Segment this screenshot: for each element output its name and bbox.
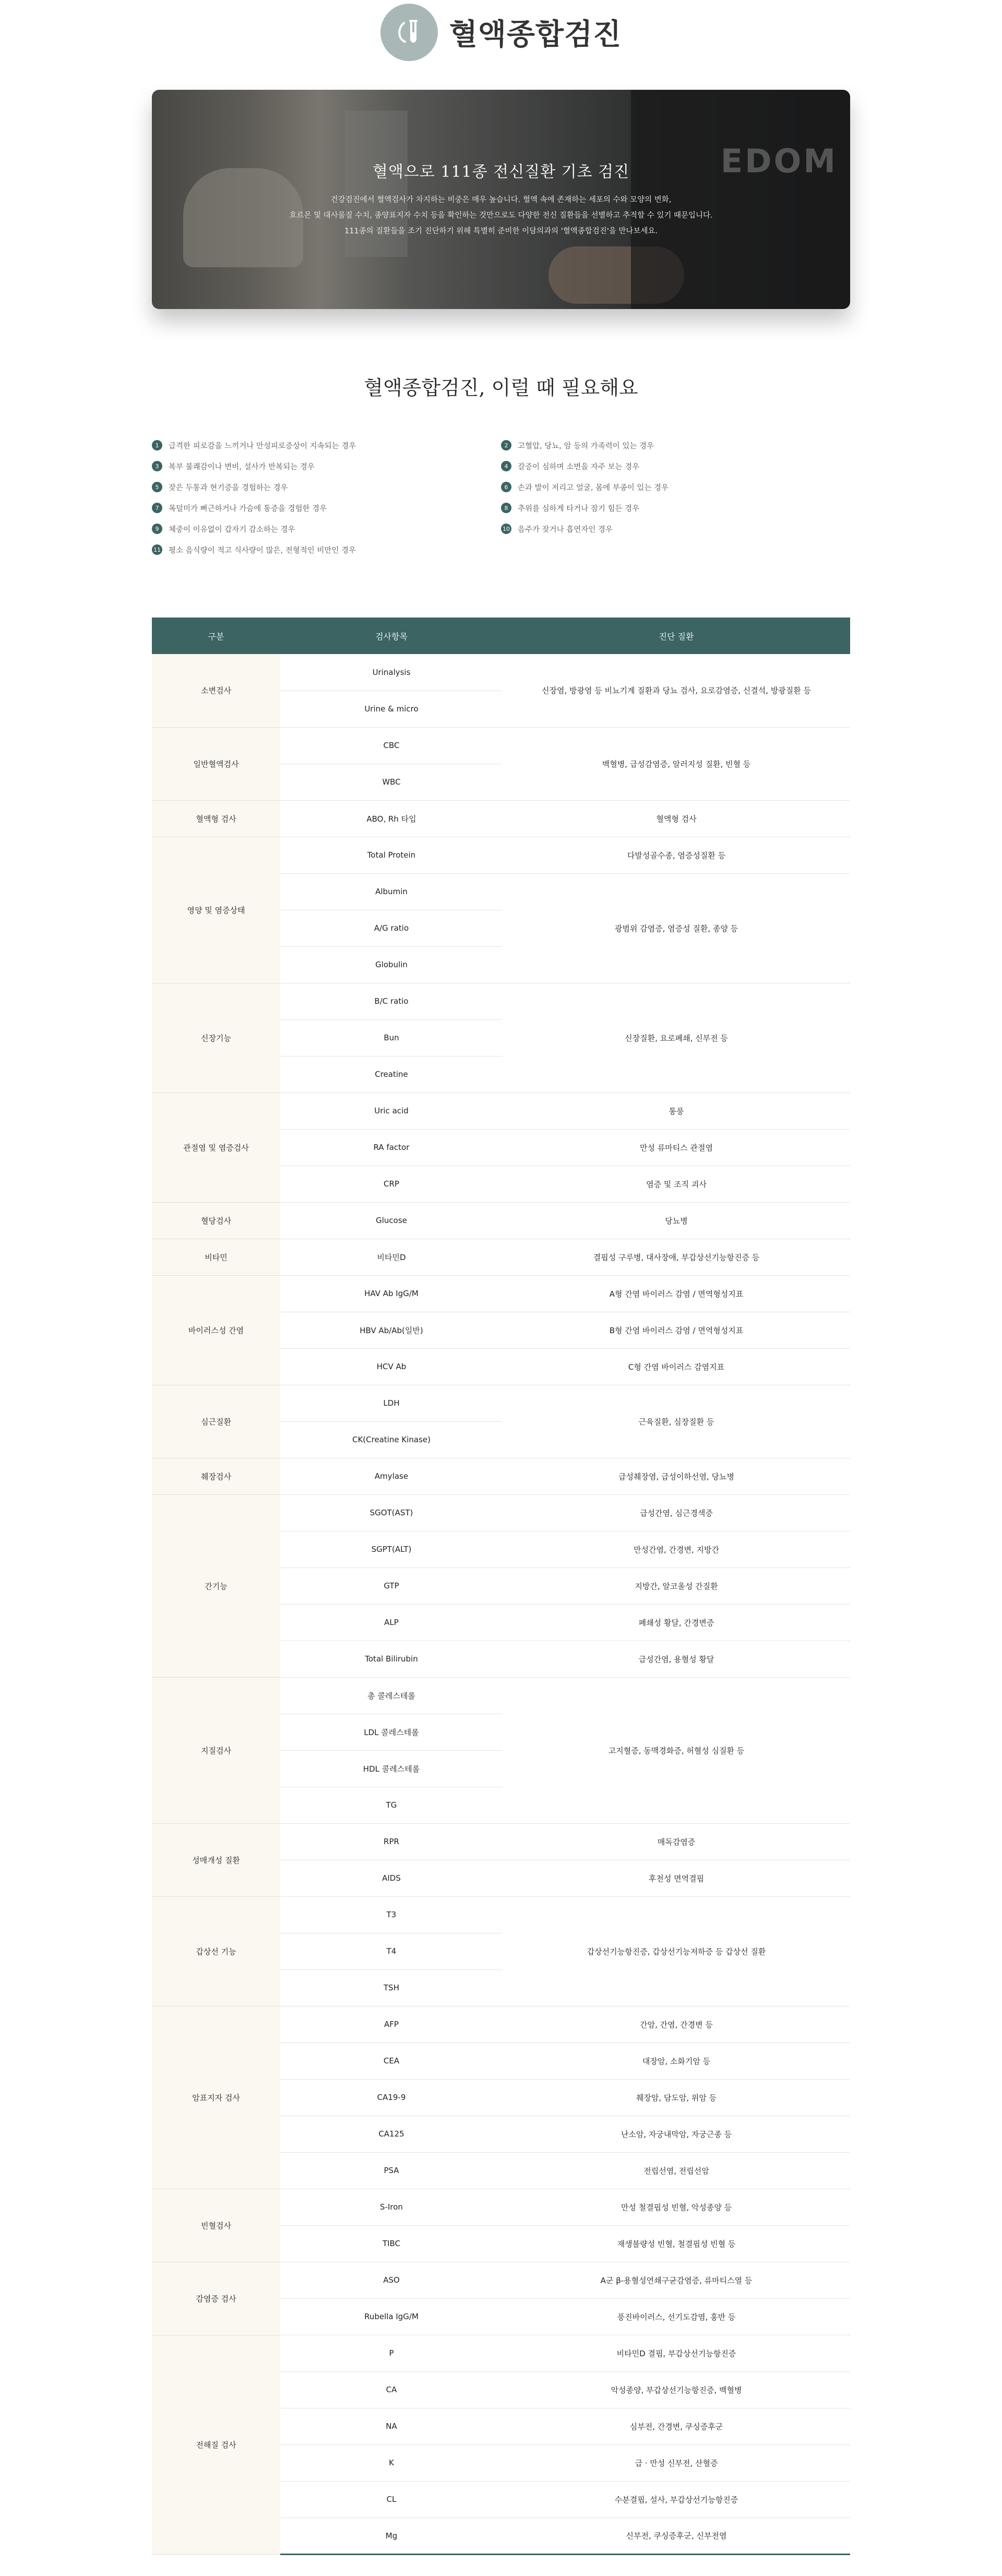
hero-line: 호르몬 및 대사물질 수치, 종양표지자 수치 등을 확인하는 것만으로도 다양한 전신 질환들을 선별하고 추적할 수 있기 때문입니다. <box>289 211 713 220</box>
hero-title: 혈액으로 111종 전신질환 기초 검진 <box>372 163 630 181</box>
diagnosis-cell: 지방간, 알코올성 간질환 <box>503 1568 850 1604</box>
category-cell: 일반혈액검사 <box>152 727 280 800</box>
test-item-cell: WBC <box>280 764 503 800</box>
diagnosis-cell: 고지혈증, 동맥경화증, 허혈성 심질환 등 <box>503 1677 850 1823</box>
need-list-left <box>152 435 501 560</box>
need-list-item <box>501 518 850 539</box>
need-list-item <box>152 539 501 560</box>
test-item-cell: 총 콜레스테롤 <box>280 1677 503 1714</box>
test-item-cell: T3 <box>280 1896 503 1933</box>
table-row <box>152 654 850 691</box>
diagnosis-cell: 매독감염증 <box>503 1823 850 1860</box>
test-item-cell: CL <box>280 2481 503 2518</box>
test-item-cell: GTP <box>280 1568 503 1604</box>
diagnosis-cell: 당뇨병 <box>503 1202 850 1239</box>
test-item-cell: SGOT(AST) <box>280 1494 503 1531</box>
number-badge: 11 <box>152 544 162 555</box>
test-item-cell: HBV Ab/Ab(일반) <box>280 1312 503 1348</box>
diagnosis-cell: A형 간염 바이러스 감염 / 면역형성지표 <box>503 1275 850 1312</box>
test-item-cell: T4 <box>280 1933 503 1969</box>
test-item-cell: NA <box>280 2408 503 2444</box>
test-item-cell: ASO <box>280 2262 503 2298</box>
test-item-cell: Rubella IgG/M <box>280 2298 503 2335</box>
number-badge: 1 <box>152 440 162 450</box>
need-list-item <box>501 477 850 497</box>
diagnosis-cell: 수분결핍, 설사, 부갑상선기능항진증 <box>503 2481 850 2518</box>
need-item-text: 손과 발이 저리고 얼굴, 몸에 부종이 있는 경우 <box>518 483 669 492</box>
table-row <box>152 1494 850 1531</box>
test-item-cell: HDL 콜레스테롤 <box>280 1750 503 1787</box>
test-item-cell: RPR <box>280 1823 503 1860</box>
test-item-cell: RA factor <box>280 1129 503 1166</box>
diagnosis-cell: B형 간염 바이러스 감염 / 면역형성지표 <box>503 1312 850 1348</box>
test-item-cell: PSA <box>280 2152 503 2189</box>
page-title: 혈액종합검진 <box>449 17 622 52</box>
test-item-cell: SGPT(ALT) <box>280 1531 503 1568</box>
table-row <box>152 1275 850 1312</box>
test-tube-icon <box>380 4 438 61</box>
test-item-cell: Globulin <box>280 946 503 983</box>
diagnosis-cell: 비타민D 결핍, 부갑상선기능항진증 <box>503 2335 850 2371</box>
need-section-title: 혈액종합검진, 이럴 때 필요해요 <box>364 376 638 399</box>
category-cell: 소변검사 <box>152 654 280 727</box>
diagnosis-cell: 염증 및 조직 괴사 <box>503 1166 850 1202</box>
category-cell: 영양 및 염증상태 <box>152 837 280 983</box>
uniform-logo: EDOM <box>720 142 838 180</box>
test-item-cell: A/G ratio <box>280 910 503 946</box>
diagnosis-cell: 신장질환, 요로폐쇄, 신부전 등 <box>503 983 850 1093</box>
category-cell: 비타민 <box>152 1239 280 1275</box>
table-row <box>152 1385 850 1421</box>
category-cell: 감염증 검사 <box>152 2262 280 2335</box>
category-cell: 심근질환 <box>152 1385 280 1458</box>
test-item-cell: TIBC <box>280 2225 503 2262</box>
need-list-item <box>501 497 850 518</box>
need-item-text: 갈증이 심하며 소변을 자주 보는 경우 <box>518 462 640 471</box>
number-badge: 10 <box>501 524 511 534</box>
number-badge: 7 <box>152 503 162 513</box>
test-item-cell: Uric acid <box>280 1093 503 1129</box>
test-item-cell: CBC <box>280 727 503 764</box>
test-item-cell: Urinalysis <box>280 654 503 691</box>
diagnosis-cell: 급성췌장염, 급성이하선염, 당뇨병 <box>503 1458 850 1494</box>
test-item-cell: TG <box>280 1787 503 1823</box>
diagnosis-cell: 통풍 <box>503 1093 850 1129</box>
category-cell: 성매개성 질환 <box>152 1823 280 1896</box>
category-cell: 갑상선 기능 <box>152 1896 280 2006</box>
test-item-cell: Mg <box>280 2518 503 2554</box>
table-row <box>152 1093 850 1129</box>
need-list-item <box>501 435 850 456</box>
need-list-right <box>501 435 850 560</box>
test-item-cell: Urine & micro <box>280 691 503 727</box>
table-row <box>152 1896 850 1933</box>
need-item-text: 복부 불쾌감이나 변비, 설사가 반복되는 경우 <box>169 462 315 471</box>
need-list-item <box>152 435 501 456</box>
category-cell: 간기능 <box>152 1494 280 1677</box>
table-row <box>152 2262 850 2298</box>
diagnosis-cell: C형 간염 바이러스 감염지표 <box>503 1348 850 1385</box>
diagnosis-cell: 풍진바이러스, 선기도감염, 홍반 등 <box>503 2298 850 2335</box>
category-cell: 혈액형 검사 <box>152 800 280 837</box>
test-item-cell: K <box>280 2444 503 2481</box>
diagnosis-cell: 전립선염, 전립선암 <box>503 2152 850 2189</box>
test-item-cell: Total Bilirubin <box>280 1641 503 1677</box>
table-row <box>152 727 850 764</box>
diagnosis-cell: 급 · 만성 신부전, 산혈증 <box>503 2444 850 2481</box>
table-row <box>152 1823 850 1860</box>
diagnosis-cell: 다발성골수종, 염증성질환 등 <box>503 837 850 873</box>
category-cell: 전해질 검사 <box>152 2335 280 2554</box>
diagnosis-cell: 췌장암, 담도암, 위암 등 <box>503 2079 850 2116</box>
test-item-cell: Total Protein <box>280 837 503 873</box>
header-diagnosis: 진단 질환 <box>503 618 850 654</box>
diagnosis-cell: 만성 철결핍성 빈혈, 악성종양 등 <box>503 2189 850 2225</box>
test-item-cell: HAV Ab IgG/M <box>280 1275 503 1312</box>
need-item-text: 급격한 피로감을 느끼거나 만성피로증상이 지속되는 경우 <box>169 442 356 450</box>
test-item-cell: CA19-9 <box>280 2079 503 2116</box>
diagnosis-cell: 난소암, 자궁내막암, 자궁근종 등 <box>503 2116 850 2152</box>
need-list-item <box>152 497 501 518</box>
diagnosis-cell: 혈액형 검사 <box>503 800 850 837</box>
number-badge: 5 <box>152 482 162 492</box>
table-row <box>152 1677 850 1714</box>
diagnosis-cell: 간암, 간염, 간경변 등 <box>503 2006 850 2043</box>
category-cell: 혈당검사 <box>152 1202 280 1239</box>
diagnosis-cell: 만성간염, 간경변, 지방간 <box>503 1531 850 1568</box>
table-row <box>152 1202 850 1239</box>
diagnosis-cell: 근육질환, 심장질환 등 <box>503 1385 850 1458</box>
need-item-text: 평소 음식량이 적고 식사량이 많은, 전형적인 비만인 경우 <box>169 546 356 555</box>
exam-table <box>152 618 850 2555</box>
table-row <box>152 837 850 873</box>
test-item-cell: 비타민D <box>280 1239 503 1275</box>
test-item-cell: ABO, Rh 타입 <box>280 800 503 837</box>
number-badge: 8 <box>501 503 511 513</box>
hero-line: 111종의 질환들을 조기 진단하기 위해 특별히 준비한 이담의과의 '혈액종합검진'을 만나보세요. <box>344 227 658 235</box>
test-item-cell: CK(Creatine Kinase) <box>280 1421 503 1458</box>
need-list-item <box>152 456 501 477</box>
need-item-text: 음주가 잦거나 흡연자인 경우 <box>518 525 613 534</box>
test-item-cell: TSH <box>280 1969 503 2006</box>
category-cell: 췌장검사 <box>152 1458 280 1494</box>
table-row <box>152 1458 850 1494</box>
diagnosis-cell: 악성종양, 부갑상선기능항진증, 백혈병 <box>503 2371 850 2408</box>
test-item-cell: ALP <box>280 1604 503 1641</box>
diagnosis-cell: 만성 류마티스 관절염 <box>503 1129 850 1166</box>
test-item-cell: LDH <box>280 1385 503 1421</box>
category-cell: 암표지자 검사 <box>152 2006 280 2189</box>
test-item-cell: CA125 <box>280 2116 503 2152</box>
diagnosis-cell: 대장암, 소화기암 등 <box>503 2043 850 2079</box>
header-test-item: 검사항목 <box>280 618 503 654</box>
diagnosis-cell: 후천성 면역결핍 <box>503 1860 850 1896</box>
page-header <box>0 0 1002 65</box>
header-category: 구분 <box>152 618 280 654</box>
diagnosis-cell: 백혈병, 급성감염증, 알러지성 질환, 빈혈 등 <box>503 727 850 800</box>
category-cell: 지질검사 <box>152 1677 280 1823</box>
test-item-cell: P <box>280 2335 503 2371</box>
table-row <box>152 2335 850 2371</box>
diagnosis-cell: 재생불량성 빈혈, 철결핍성 빈혈 등 <box>503 2225 850 2262</box>
hero-line: 건강검진에서 혈액검사가 차지하는 비중은 매우 높습니다. 혈액 속에 존재하는 세포의 수와 모양의 변화, <box>330 196 672 204</box>
diagnosis-cell: 신부전, 쿠싱증후군, 신부전염 <box>503 2518 850 2554</box>
number-badge: 2 <box>501 440 511 450</box>
diagnosis-cell: 결핍성 구루병, 대사장애, 부갑상선기능항진증 등 <box>503 1239 850 1275</box>
test-item-cell: S-Iron <box>280 2189 503 2225</box>
hero-banner <box>152 90 850 309</box>
test-item-cell: Bun <box>280 1019 503 1056</box>
need-list <box>152 435 850 560</box>
diagnosis-cell: A군 β-용혈성연쇄구균감염증, 류마티스열 등 <box>503 2262 850 2298</box>
need-list-item <box>152 477 501 497</box>
need-item-text: 추위를 심하게 타거나 잠기 힘든 경우 <box>518 504 640 513</box>
test-item-cell: CEA <box>280 2043 503 2079</box>
table-header-row <box>152 618 850 654</box>
number-badge: 6 <box>501 482 511 492</box>
need-list-item <box>501 456 850 477</box>
category-cell: 빈혈검사 <box>152 2189 280 2262</box>
need-item-text: 체중이 이유없이 갑자기 감소하는 경우 <box>169 525 295 534</box>
need-item-text: 목덜미가 뻐근하거나 가슴에 통증을 경험한 경우 <box>169 504 327 513</box>
test-item-cell: AFP <box>280 2006 503 2043</box>
diagnosis-cell: 폐쇄성 황달, 간경변증 <box>503 1604 850 1641</box>
category-cell: 신장기능 <box>152 983 280 1093</box>
table-row <box>152 2006 850 2043</box>
table-row <box>152 1239 850 1275</box>
diagnosis-cell: 갑상선기능항진증, 갑상선기능저하증 등 갑상선 질환 <box>503 1896 850 2006</box>
table-row <box>152 2189 850 2225</box>
number-badge: 3 <box>152 461 162 471</box>
test-item-cell: Albumin <box>280 873 503 910</box>
test-item-cell: CA <box>280 2371 503 2408</box>
diagnosis-cell: 급성간염, 심근경색증 <box>503 1494 850 1531</box>
test-item-cell: Creatine <box>280 1056 503 1093</box>
test-item-cell: Glucose <box>280 1202 503 1239</box>
table-row <box>152 800 850 837</box>
test-item-cell: B/C ratio <box>280 983 503 1019</box>
test-item-cell: HCV Ab <box>280 1348 503 1385</box>
table-row <box>152 983 850 1019</box>
test-item-cell: Amylase <box>280 1458 503 1494</box>
diagnosis-cell: 신장염, 방광염 등 비뇨기계 질환과 당뇨 검사, 요로감염증, 신결석, 방광질환 등 <box>503 654 850 727</box>
test-item-cell: AIDS <box>280 1860 503 1896</box>
need-item-text: 잦은 두통과 현기증을 경험하는 경우 <box>169 483 288 492</box>
need-item-text: 고혈압, 당뇨, 암 등의 가족력이 있는 경우 <box>518 442 654 450</box>
test-item-cell: CRP <box>280 1166 503 1202</box>
need-list-item <box>152 518 501 539</box>
number-badge: 4 <box>501 461 511 471</box>
diagnosis-cell: 심부전, 간경변, 쿠싱증후군 <box>503 2408 850 2444</box>
category-cell: 바이러스성 간염 <box>152 1275 280 1385</box>
diagnosis-cell: 급성간염, 용혈성 황달 <box>503 1641 850 1677</box>
test-item-cell: LDL 콜레스테롤 <box>280 1714 503 1750</box>
number-badge: 9 <box>152 524 162 534</box>
diagnosis-cell: 광범위 감염증, 염증성 질환, 종양 등 <box>503 873 850 983</box>
category-cell: 관절염 및 염증검사 <box>152 1093 280 1202</box>
